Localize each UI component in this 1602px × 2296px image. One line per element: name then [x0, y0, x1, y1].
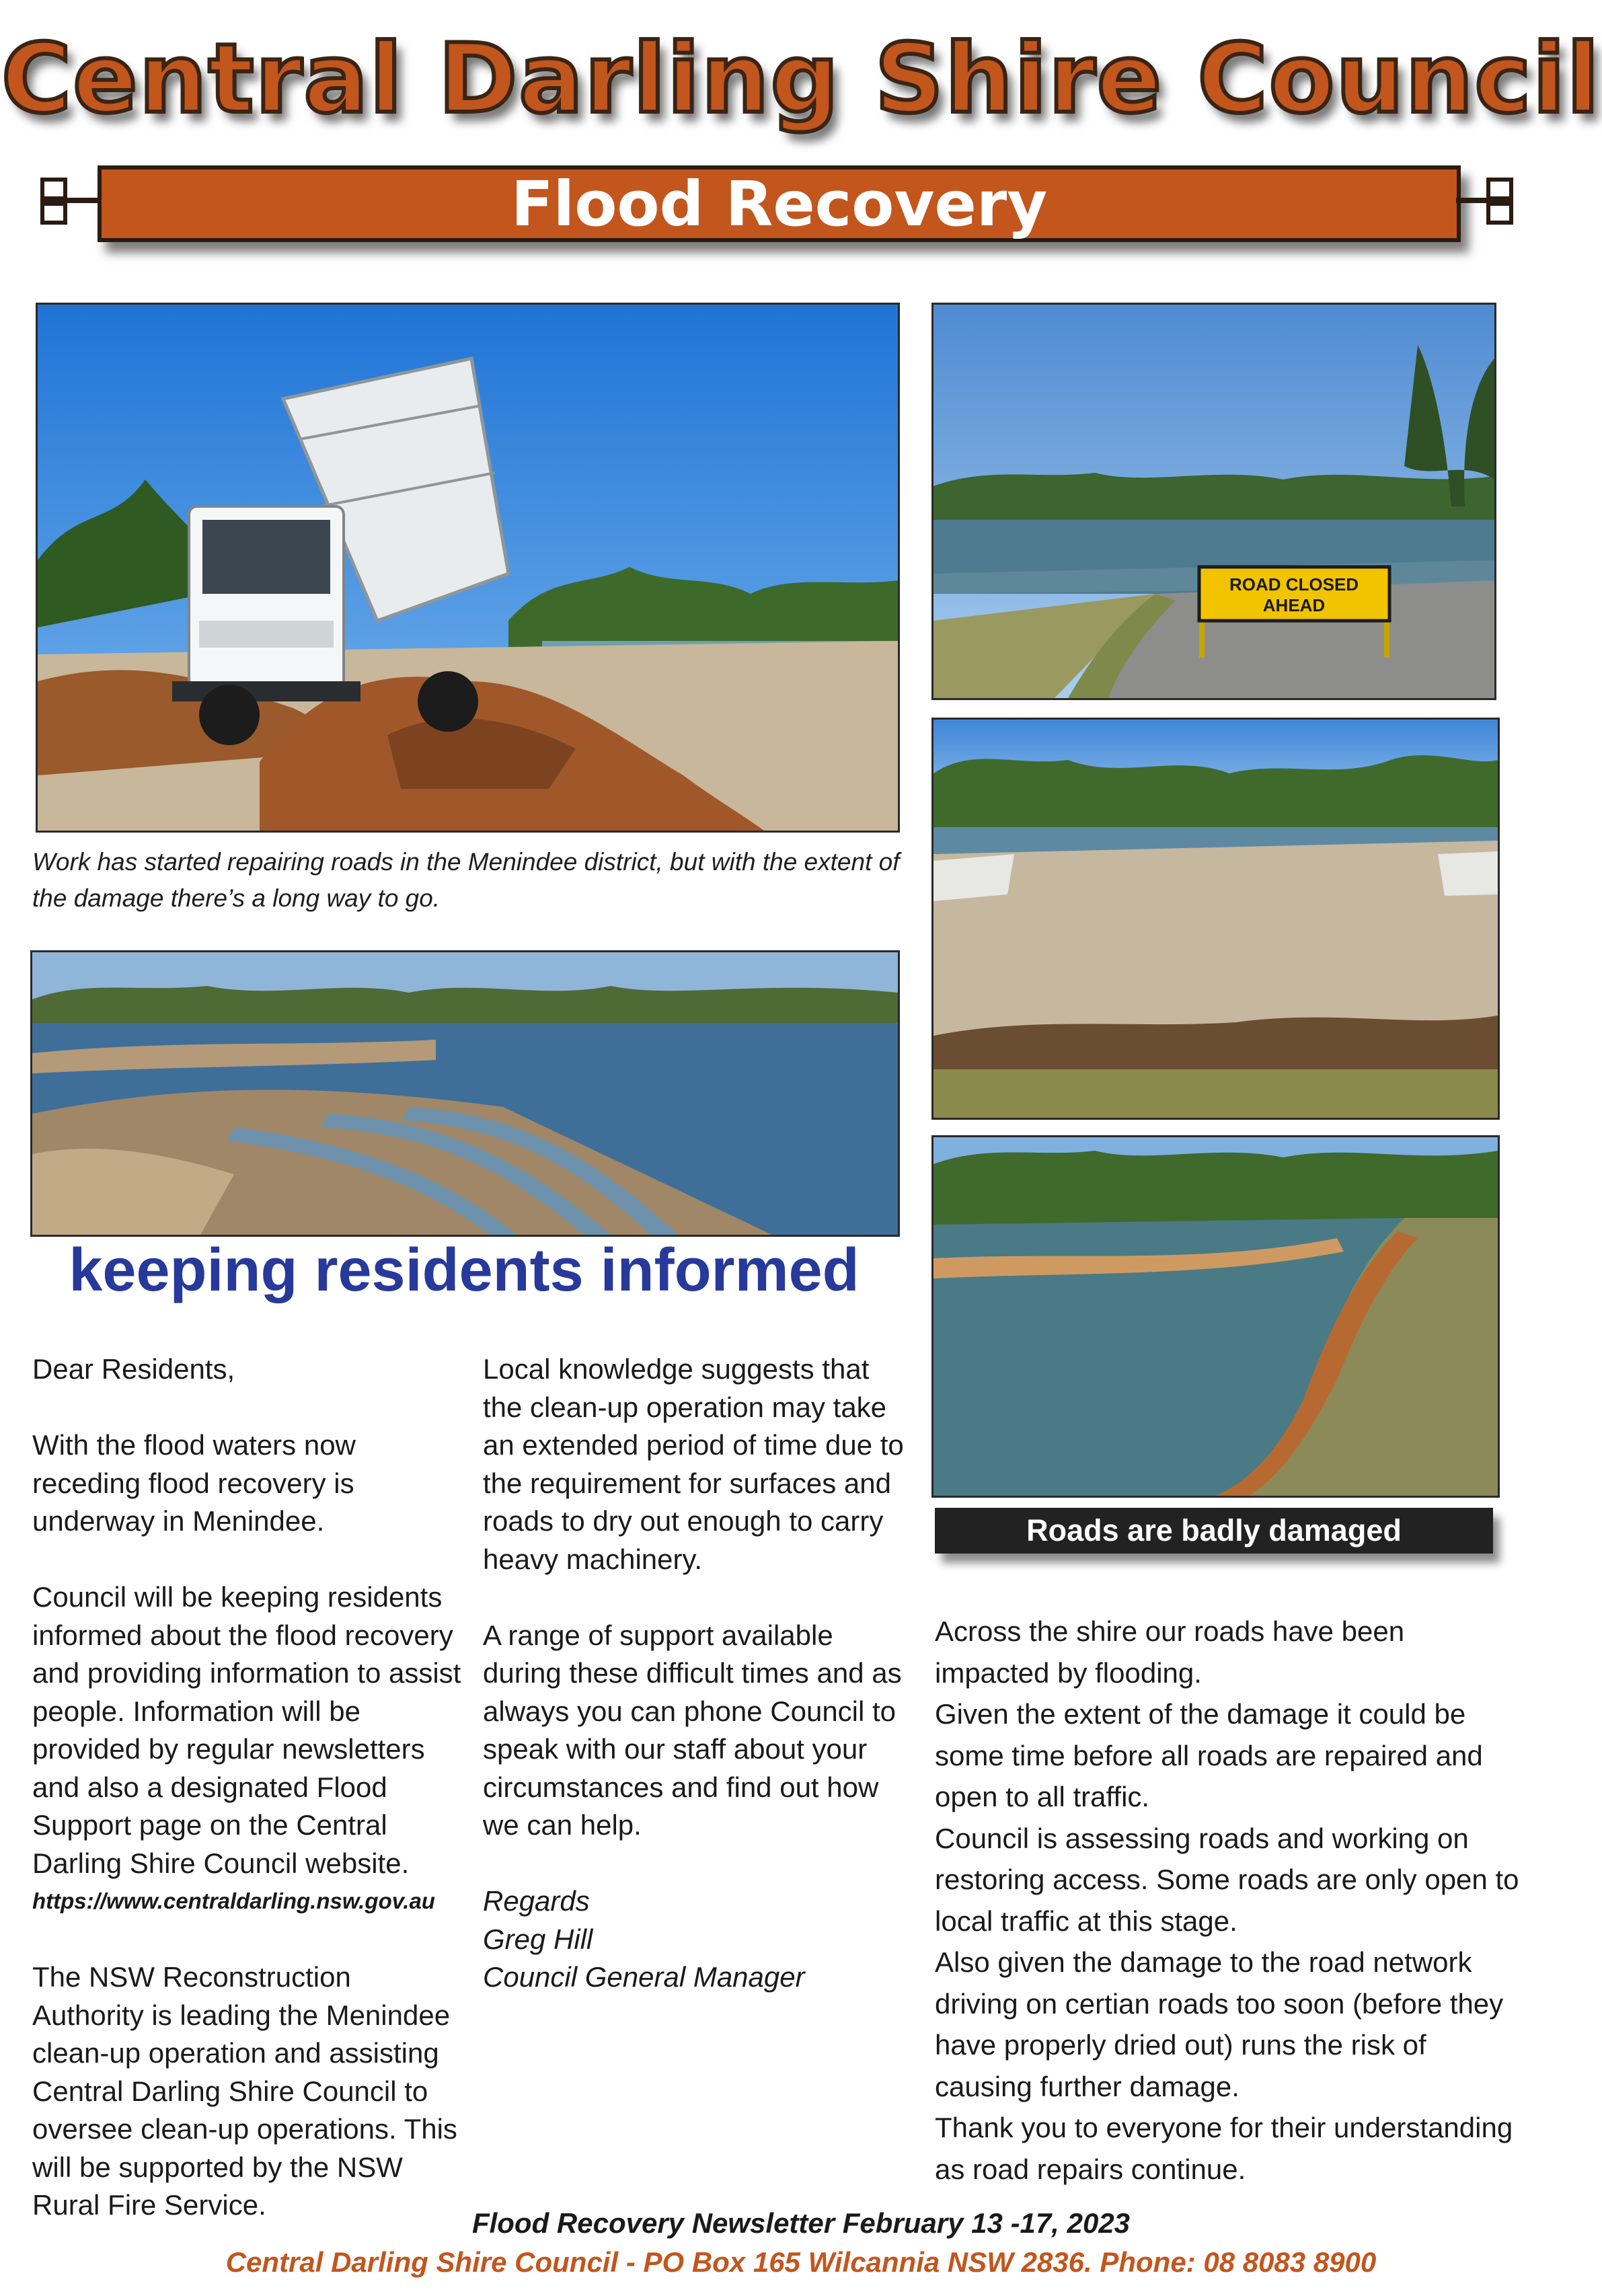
banner-connector-right [1456, 175, 1513, 226]
letter-paragraph-3: The NSW Reconstruction Authority is leading the Menindee clean-up operation and assisting Central Darling Shire Council to oversee clean-up operations. This will be supported by the NSW Rural Fire Service. [32, 1961, 457, 2221]
banner-connector-left [40, 175, 98, 226]
letter-paragraph-5: A range of support available during these difficult times and as always you can phone Council to speak with our staff about your circumstances and find out how we can help. [483, 1619, 902, 1841]
signature-regards: Regards [483, 1885, 590, 1917]
letter-greeting: Dear Residents, [32, 1353, 235, 1385]
photo-badge: Roads are badly damaged [935, 1508, 1493, 1554]
section-headline: keeping residents informed [69, 1237, 860, 1304]
photo-flooded-track [30, 950, 900, 1237]
website-link[interactable]: https://www.centraldarling.nsw.gov.au [32, 1888, 435, 1913]
photo-caption: Work has started repairing roads in the Menindee district, but with the extent of the damage there’s a long way to go. [32, 848, 900, 912]
sign-line2: AHEAD [1262, 595, 1326, 615]
masthead-title: Central Darling Shire Council [1, 24, 1601, 135]
banner-title: Flood Recovery [510, 167, 1048, 240]
letter-column-2 [483, 1350, 913, 1997]
roads-paragraph-5: Thank you to everyone for their understanding as road repairs continue. [935, 2112, 1513, 2185]
sign-line1: ROAD CLOSED [1229, 574, 1359, 595]
photo-damaged-bank [931, 1135, 1500, 1498]
signature-title: Council General Manager [483, 1961, 805, 1993]
letter-paragraph-2: Council will be keeping residents informed about the flood recovery and providing information to assist people. Information will be provided by regular newsletters and also a designated Flood Support page on the Central Darling Shire Council website. [32, 1581, 461, 1879]
roads-paragraph-3: Council is assessing roads and working on restoring access. Some roads are only open to local traffic at this stage. [935, 1822, 1519, 1937]
roads-paragraph-1: Across the shire our roads have been impacted by flooding. [935, 1615, 1405, 1689]
photo-road-closed [931, 303, 1496, 700]
letter-paragraph-1: With the flood waters now receding flood recovery is underway in Menindee. [32, 1429, 356, 1537]
banner [40, 160, 1513, 241]
photo-truck [36, 303, 900, 833]
roads-paragraph-4: Also given the damage to the road network driving on certian roads too soon (before they have properly dried out) runs the risk of causing further damage. [935, 1946, 1504, 2102]
roads-column [935, 1611, 1527, 2190]
letter-paragraph-4: Local knowledge suggests that the clean-up operation may take an extended period of time due to the requirement for surfaces and roads to dry out enough to carry heavy machinery. [483, 1353, 904, 1575]
roads-paragraph-2: Given the extent of the damage it could be some time before all roads are repaired and open to all traffic. [935, 1698, 1483, 1812]
footer-contact: Central Darling Shire Council - PO Box 165 Wilcannia NSW 2836. Phone: 08 8083 8900 [225, 2246, 1377, 2278]
signature-name: Greg Hill [483, 1923, 593, 1955]
photo-washed-road [931, 718, 1500, 1120]
banner-bar [98, 165, 1461, 242]
letter-column-1 [32, 1350, 463, 2225]
footer-newsletter-date: Flood Recovery Newsletter February 13 -17, 2023 [471, 2207, 1131, 2239]
